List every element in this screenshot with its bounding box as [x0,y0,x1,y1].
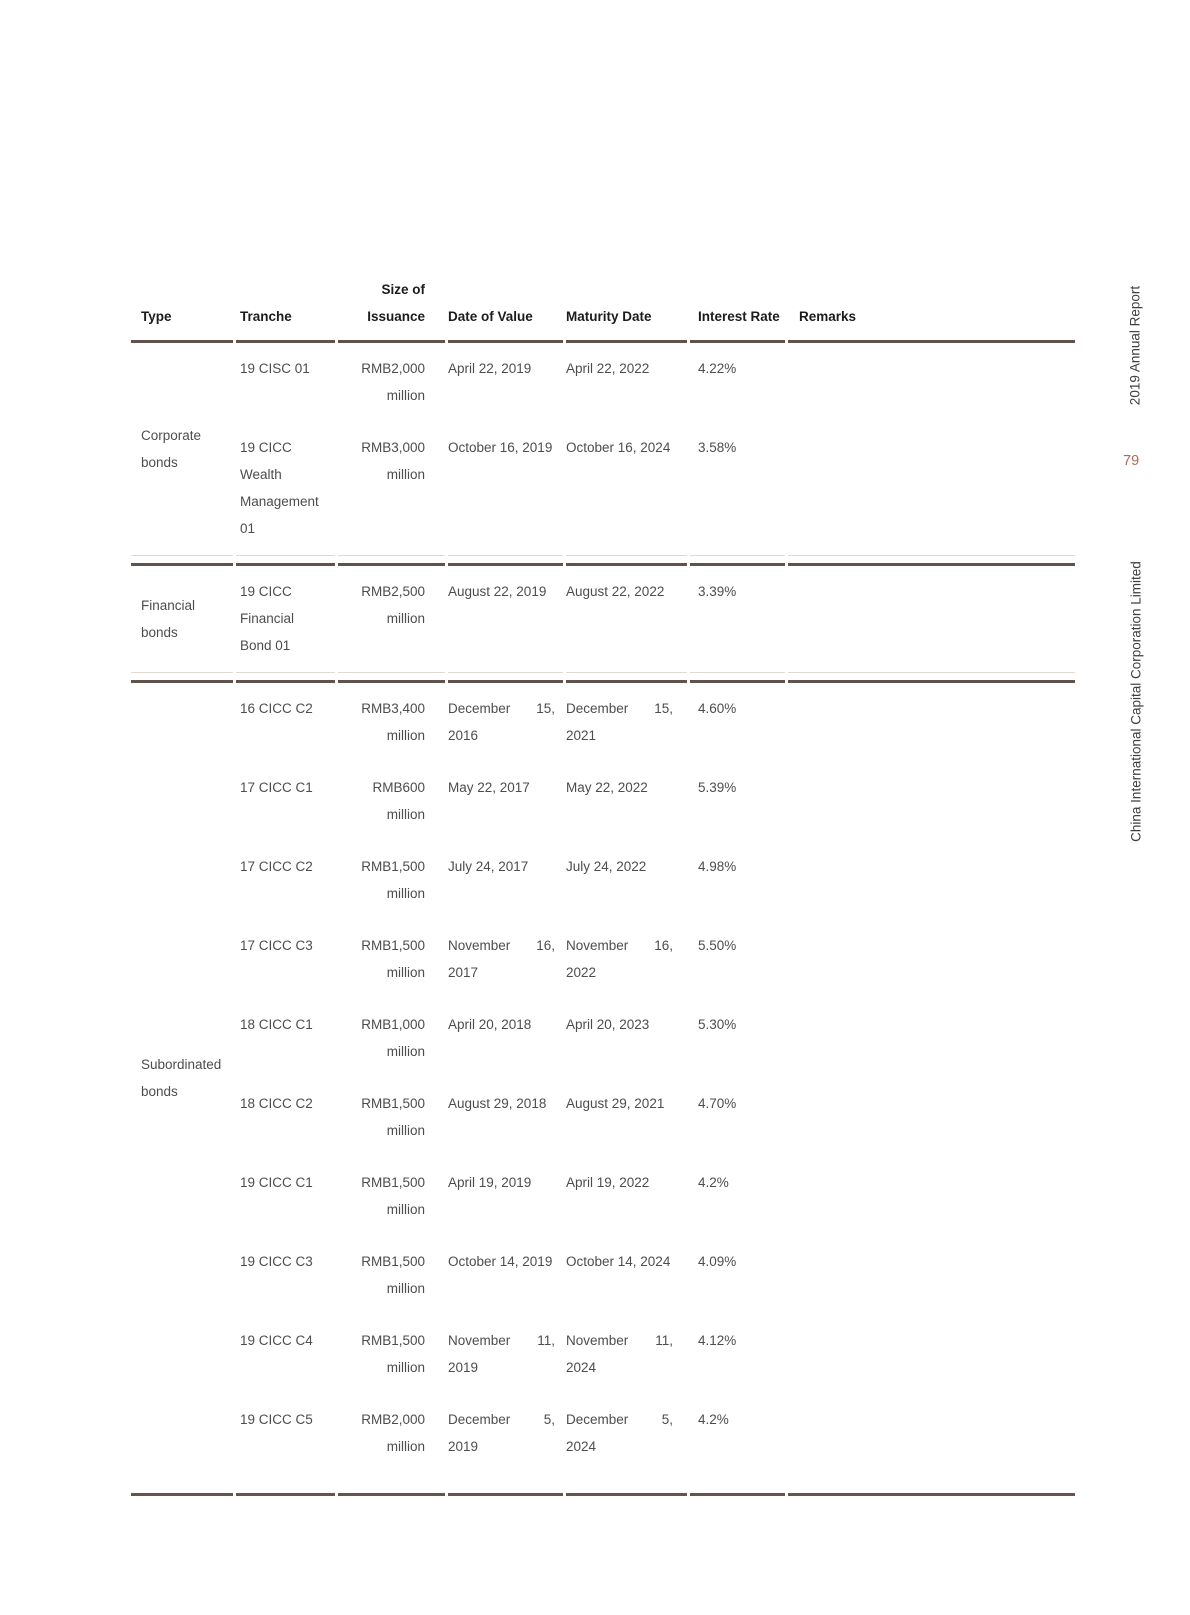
sidebar-report-title: 2019 Annual Report [1127,285,1143,406]
maturity-date-cell: November 16, 2022 [566,938,673,980]
maturity-date-cell: April 19, 2022 [566,1175,650,1190]
table-row [131,566,1075,672]
size-cell: RMB1,500 million [361,859,425,901]
type-cell: Corporate bonds [141,427,202,470]
table-row [131,999,1075,1078]
table-row [131,841,1075,920]
tranche-cell: 17 CICC C3 [240,938,313,953]
column-header-size-of-issuance: Size of Issuance [338,276,445,343]
remarks-cell [788,683,1075,762]
interest-rate-cell: 3.58% [698,440,737,455]
size-cell: RMB1,500 million [361,1175,425,1217]
size-cell: RMB3,400 million [361,701,425,743]
bond-issuance-table [128,276,1078,1496]
interest-rate-cell: 4.12% [698,1333,737,1348]
tranche-cell: 17 CICC C1 [240,780,313,795]
maturity-date-cell: October 14, 2024 [566,1254,671,1269]
maturity-date-cell: October 16, 2024 [566,440,671,455]
interest-rate-cell: 4.98% [698,859,737,874]
table-row [131,1315,1075,1394]
interest-rate-cell: 4.60% [698,701,737,716]
date-of-value-cell: April 22, 2019 [448,361,532,376]
remarks-cell [788,566,1075,672]
tranche-cell: 19 CICC C5 [240,1412,313,1427]
remarks-cell [788,920,1075,999]
page-number: 79 [1123,453,1140,469]
interest-rate-cell: 5.39% [698,780,737,795]
table-row [131,1078,1075,1157]
date-of-value-cell: November 11, 2019 [448,1333,555,1375]
size-cell: RMB1,500 million [361,938,425,980]
maturity-date-cell: November 11, 2024 [566,1333,673,1375]
date-of-value-cell: December 15, 2016 [448,701,555,743]
tranche-cell: 18 CICC C2 [240,1096,313,1111]
remarks-cell [788,1078,1075,1157]
tranche-cell: 17 CICC C2 [240,859,313,874]
date-of-value-cell: April 20, 2018 [448,1017,532,1032]
interest-rate-cell: 4.70% [698,1096,737,1111]
size-cell: RMB600 million [372,780,425,822]
tranche-cell: 19 CICC C3 [240,1254,313,1269]
size-cell: RMB2,000 million [361,1412,425,1454]
remarks-cell [788,343,1075,422]
size-cell: RMB1,500 million [361,1096,425,1138]
tranche-cell: 19 CICC C4 [240,1333,313,1348]
tranche-cell: 19 CICC Financial Bond 01 [240,584,295,653]
column-header-date-of-value: Date of Value [448,276,563,343]
interest-rate-cell: 4.09% [698,1254,737,1269]
column-header-tranche: Tranche [236,276,335,343]
type-cell: Financial bonds [141,597,196,640]
section-divider [131,672,1075,683]
date-of-value-cell: October 14, 2019 [448,1254,553,1269]
table-row [131,1157,1075,1236]
size-cell: RMB1,000 million [361,1017,425,1059]
interest-rate-cell: 4.22% [698,361,737,376]
remarks-cell [788,1394,1075,1473]
tranche-cell: 19 CICC C1 [240,1175,313,1190]
maturity-date-cell: July 24, 2022 [566,859,647,874]
date-of-value-cell: August 22, 2019 [448,584,547,599]
tranche-cell: 18 CICC C1 [240,1017,313,1032]
type-cell: Subordinated bonds [141,1056,222,1099]
remarks-cell [788,422,1075,555]
maturity-date-cell: August 29, 2021 [566,1096,665,1111]
remarks-cell [788,841,1075,920]
table-row [131,343,1075,422]
table-row [131,683,1075,762]
table-row [131,422,1075,555]
date-of-value-cell: July 24, 2017 [448,859,529,874]
date-of-value-cell: August 29, 2018 [448,1096,547,1111]
interest-rate-cell: 5.50% [698,938,737,953]
column-header-maturity-date: Maturity Date [566,276,687,343]
tranche-cell: 19 CICC Wealth Management 01 [240,440,319,536]
interest-rate-cell: 3.39% [698,584,737,599]
date-of-value-cell: November 16, 2017 [448,938,555,980]
table-row [131,762,1075,841]
interest-rate-cell: 4.2% [698,1175,729,1190]
maturity-date-cell: April 20, 2023 [566,1017,650,1032]
column-header-type: Type [131,276,233,343]
size-cell: RMB2,000 million [361,361,425,403]
table-header-row [131,276,1075,343]
size-cell: RMB2,500 million [361,584,425,626]
remarks-cell [788,999,1075,1078]
table-row [131,920,1075,999]
table-bottom-rule [131,1473,1075,1496]
table-row [131,1394,1075,1473]
date-of-value-cell: April 19, 2019 [448,1175,532,1190]
maturity-date-cell: December 15, 2021 [566,701,673,743]
maturity-date-cell: May 22, 2022 [566,780,648,795]
date-of-value-cell: May 22, 2017 [448,780,530,795]
column-header-interest-rate: Interest Rate [690,276,785,343]
size-cell: RMB1,500 million [361,1333,425,1375]
size-cell: RMB1,500 million [361,1254,425,1296]
maturity-date-cell: August 22, 2022 [566,584,665,599]
section-divider [131,555,1075,566]
tranche-cell: 16 CICC C2 [240,701,313,716]
date-of-value-cell: December 5, 2019 [448,1412,555,1454]
date-of-value-cell: October 16, 2019 [448,440,553,455]
maturity-date-cell: December 5, 2024 [566,1412,673,1454]
tranche-cell: 19 CISC 01 [240,361,310,376]
remarks-cell [788,1236,1075,1315]
column-header-remarks: Remarks [788,276,1075,343]
maturity-date-cell: April 22, 2022 [566,361,650,376]
remarks-cell [788,762,1075,841]
interest-rate-cell: 5.30% [698,1017,737,1032]
sidebar-company-name: China International Capital Corporation Limited [1128,561,1144,842]
table-row [131,1236,1075,1315]
size-cell: RMB3,000 million [361,440,425,482]
interest-rate-cell: 4.2% [698,1412,729,1427]
remarks-cell [788,1157,1075,1236]
remarks-cell [788,1315,1075,1394]
